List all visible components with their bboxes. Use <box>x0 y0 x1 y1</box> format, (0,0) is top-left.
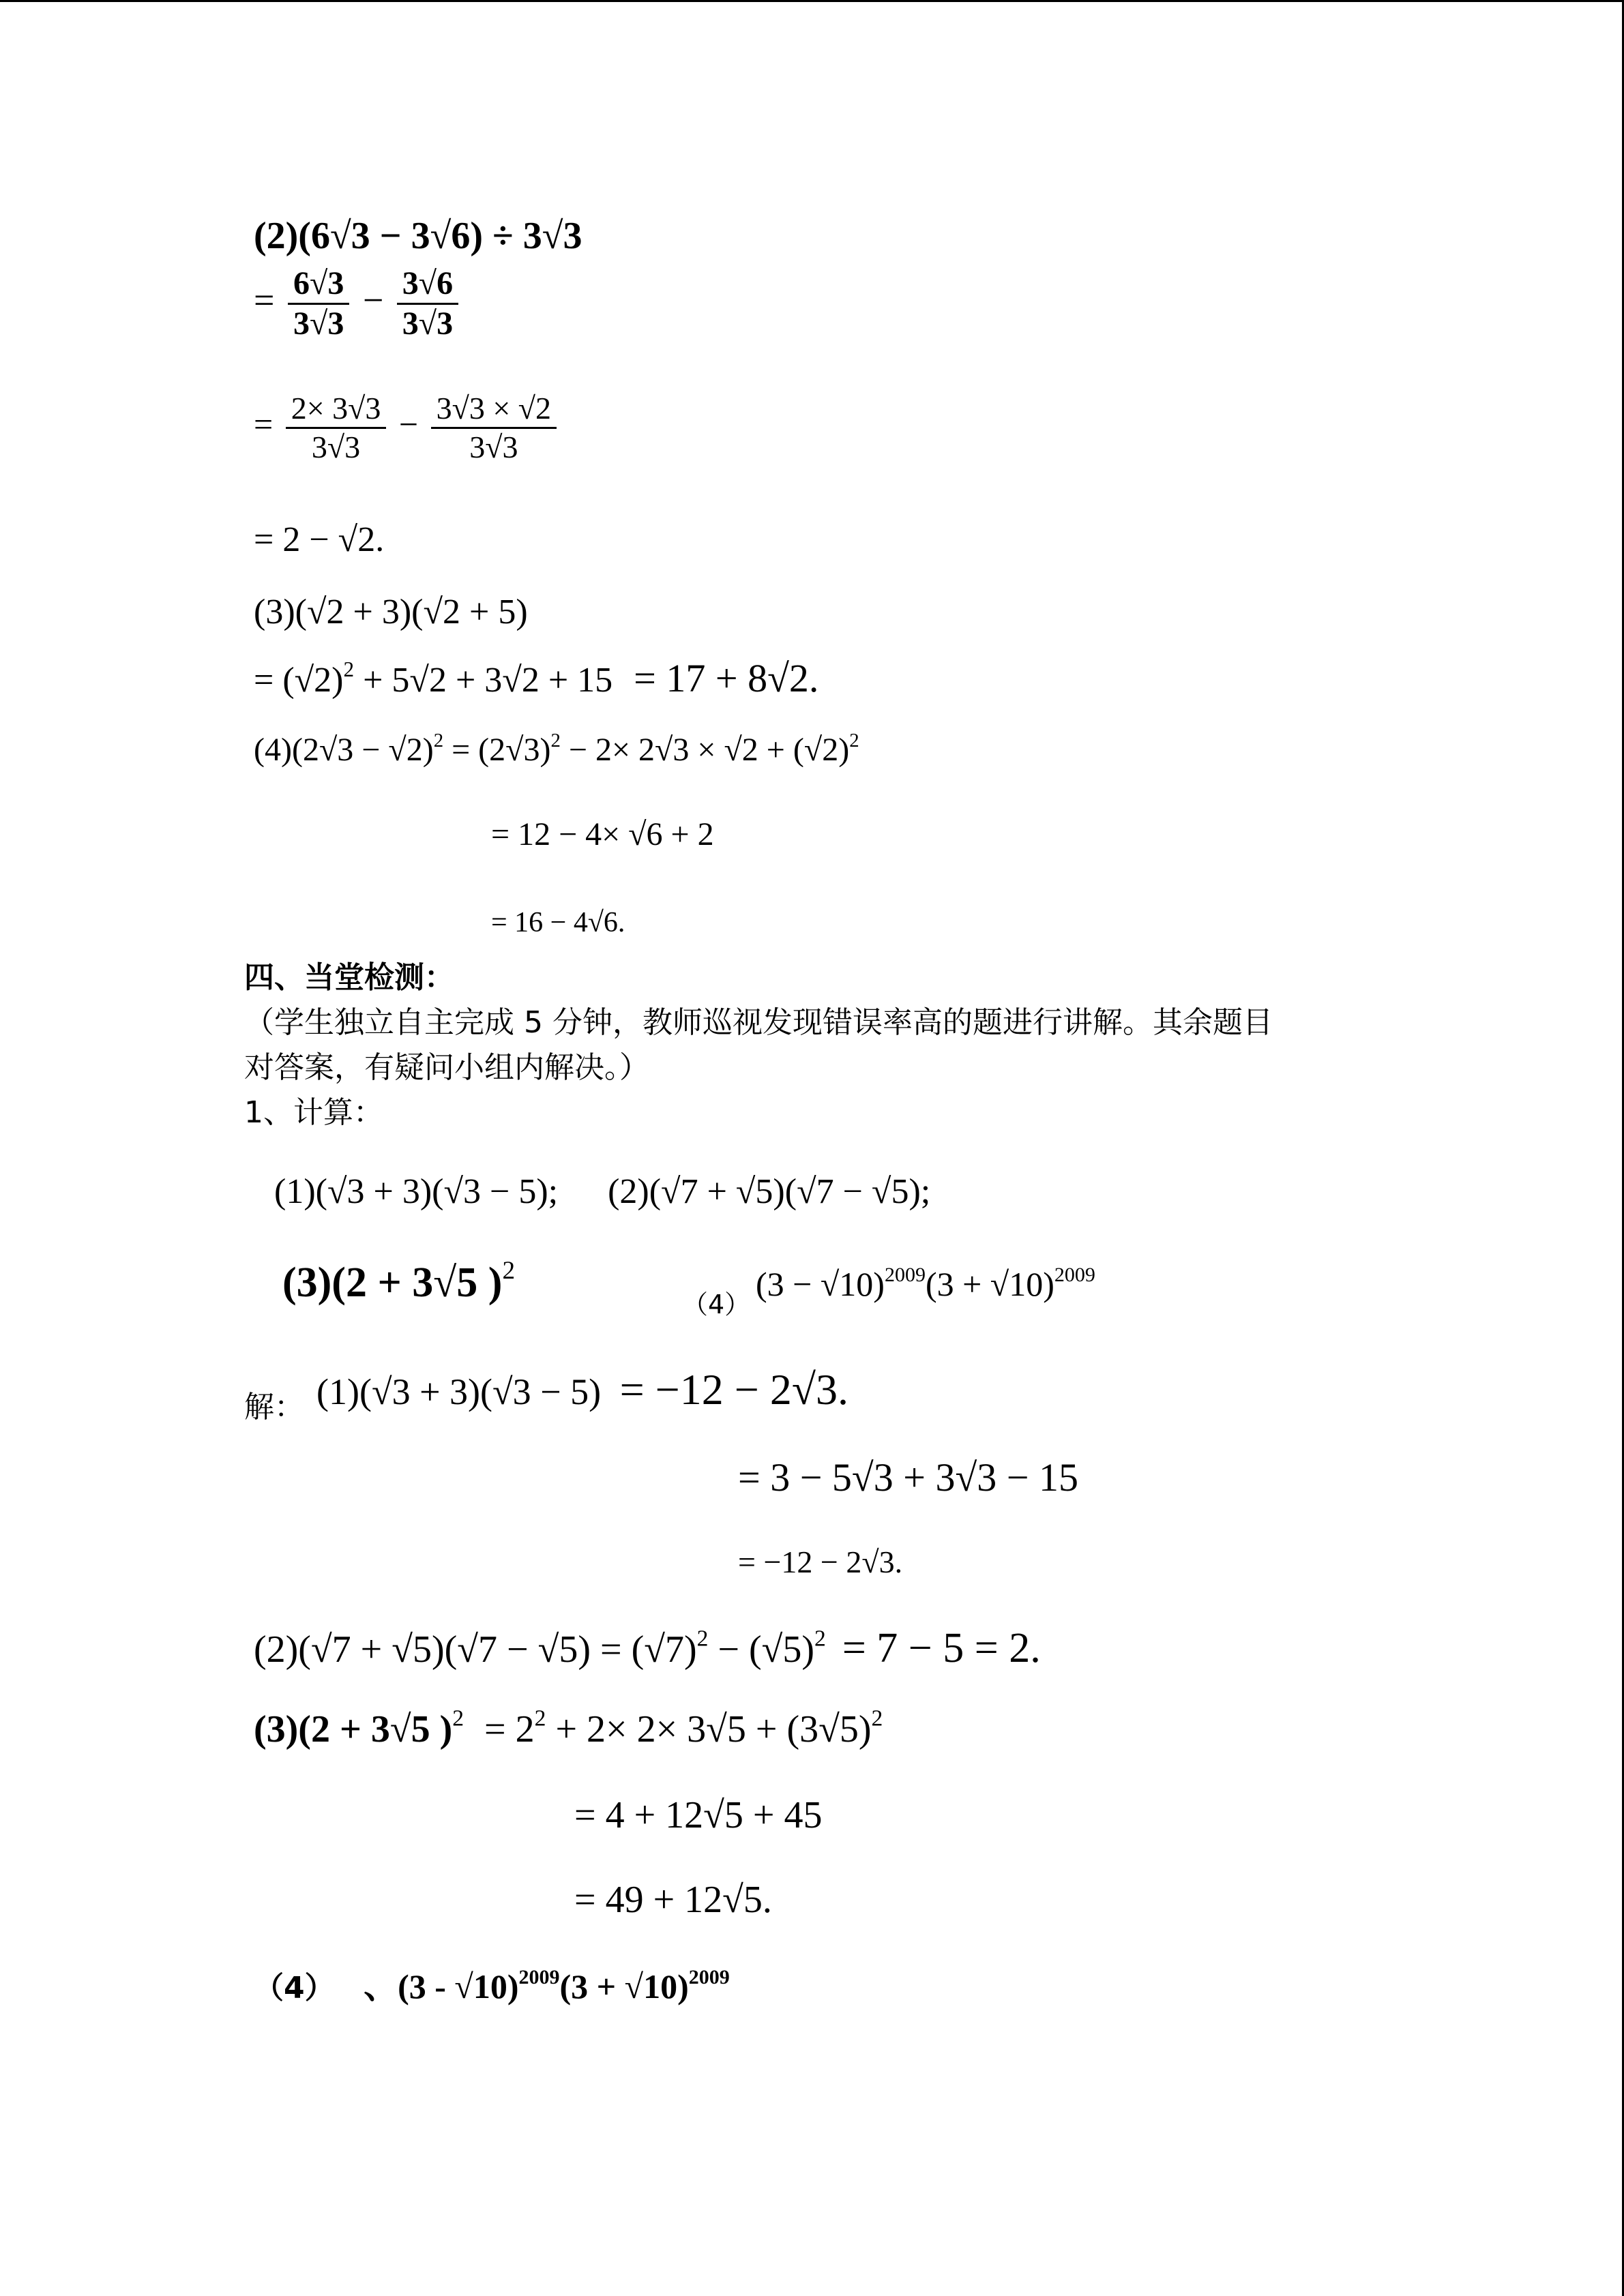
answers-a1-step2 <box>738 1547 902 1578</box>
item2-step2-frac1-num: 2× 3√3 <box>286 393 387 429</box>
item3-step1-a: = (√2) <box>254 661 344 700</box>
item4-step3-text: = 16 − 4√6. <box>491 907 625 938</box>
item2-problem <box>254 217 582 255</box>
section4-p4 <box>756 1264 1095 1303</box>
answers-a3-step2-text: = 4 + 12√5 + 45 <box>574 1794 823 1836</box>
item2-step1-minus: − <box>362 279 384 320</box>
section4-instruction-line1-text: （学生独立自主完成 5 分钟，教师巡视发现错误率高的题进行讲解。其余题目 <box>244 1005 1273 1040</box>
item2-step2-frac2-num: 3√3 × √2 <box>431 393 557 429</box>
section4-p3 <box>282 1256 516 1306</box>
answers-a3-problem: (3)(2 + 3√5 ) <box>254 1708 453 1750</box>
item4-step1-exp1: 2 <box>550 729 561 751</box>
item4-step1-exp2: 2 <box>849 729 859 751</box>
item4-problem-exp: 2 <box>433 729 444 751</box>
answers-a2-exp1: 2 <box>696 1626 709 1652</box>
answers-a4-b: (3 + √10) <box>559 1967 689 2006</box>
section4-p4-label <box>682 1289 751 1320</box>
section4-title-text: 四、当堂检测： <box>244 960 454 995</box>
item2-step2 <box>254 393 561 463</box>
section4-task-label <box>244 1095 383 1130</box>
answers-a3-step2 <box>574 1796 822 1834</box>
answers-a2-result: = 7 − 5 = 2. <box>842 1625 1041 1671</box>
answers-label-text: 解： <box>244 1390 304 1425</box>
answers-a3-a: = 2 <box>484 1708 535 1750</box>
answers-a2-b: − (√5) <box>708 1628 815 1671</box>
answers-a2-a: (2)(√7 + √5)(√7 − √5) = (√7) <box>254 1628 697 1671</box>
item2-result-text: = 2 − √2. <box>254 520 385 559</box>
answers-a1-step2-text: = −12 − 2√3. <box>738 1545 903 1579</box>
answers-a3 <box>254 1705 883 1750</box>
answers-a1-step1 <box>738 1455 1079 1500</box>
section4-instruction-line2-text: 对答案，有疑问小组内解决。） <box>244 1050 649 1085</box>
answers-label <box>244 1390 304 1425</box>
item2-problem-text: (2)(6√3 − 3√6) ÷ 3√3 <box>254 215 582 257</box>
item2-step2-minus: − <box>398 404 419 443</box>
answers-a2 <box>254 1627 1041 1669</box>
answers-a1-step1-text: = 3 − 5√3 + 3√3 − 15 <box>738 1455 1079 1500</box>
item2-step1-frac1-num: 6√3 <box>288 267 349 305</box>
item3-step1 <box>254 656 819 700</box>
item2-step1-frac1-den: 3√3 <box>293 305 344 342</box>
section4-p4-exp2: 2009 <box>1054 1264 1095 1286</box>
item4-step2 <box>491 818 714 851</box>
item2-step2-frac1 <box>286 393 387 463</box>
item3-problem-text: (3)(√2 + 3)(√2 + 5) <box>254 593 528 631</box>
answers-a4-a: 、(3 - √10) <box>364 1967 519 2006</box>
answers-a4-exp1: 2009 <box>518 1966 560 1988</box>
item2-step1-frac2-den: 3√3 <box>402 305 454 342</box>
answers-a3-exp1: 2 <box>534 1705 546 1731</box>
section4-p3-text: (3)(2 + 3√5 ) <box>282 1259 503 1306</box>
item3-step1-rest: + 5√2 + 3√2 + 15 <box>354 661 613 700</box>
item2-step2-frac1-den: 3√3 <box>311 430 361 464</box>
answers-a1-problem: (1)(√3 + 3)(√3 − 5) <box>316 1371 602 1412</box>
answers-a3-b: + 2× 2× 3√5 + (3√5) <box>546 1708 872 1750</box>
item2-step1-frac1 <box>288 267 349 340</box>
item2-step1-frac2-num: 3√6 <box>397 267 458 305</box>
section4-p1: (1)(√3 + 3)(√3 − 5); <box>274 1172 559 1211</box>
answers-a3-step3-text: = 49 + 12√5. <box>574 1879 772 1921</box>
item2-step2-frac2 <box>431 393 557 463</box>
section4-p4-a: (3 − √10) <box>756 1265 885 1303</box>
answers-a2-exp2: 2 <box>814 1626 826 1652</box>
item3-problem <box>254 595 528 630</box>
item2-result <box>254 522 384 558</box>
item3-step1-exp: 2 <box>343 657 355 682</box>
answers-a3-exp2: 2 <box>871 1705 883 1731</box>
answers-a1-result: = −12 − 2√3. <box>619 1365 848 1414</box>
item4-step1 <box>254 729 859 768</box>
section4-p1-p2 <box>274 1174 930 1210</box>
answers-a4 <box>254 1966 730 2006</box>
item4-step1-b: − 2× 2√3 × √2 + (√2) <box>560 732 850 768</box>
section4-instruction-line1 <box>244 1005 1273 1040</box>
section4-title <box>244 960 454 995</box>
item4-step1-a: = (2√3) <box>443 732 551 768</box>
answers-a4-exp2: 2009 <box>688 1966 730 1988</box>
top-border <box>0 0 1624 2</box>
section4-p2: (2)(√7 + √5)(√7 − √5); <box>608 1172 931 1211</box>
item2-step1-eq: = <box>254 279 275 320</box>
section4-instruction-line2 <box>244 1050 649 1085</box>
item2-step1-frac2 <box>397 267 458 340</box>
section4-p4-b: (3 + √10) <box>925 1265 1054 1303</box>
section4-p4-exp1: 2009 <box>884 1264 926 1286</box>
answers-a3-pexp: 2 <box>452 1705 464 1731</box>
item2-step2-eq: = <box>254 404 274 443</box>
section4-p3-exp: 2 <box>502 1256 516 1285</box>
answers-a4-label: （4） <box>254 1971 335 2006</box>
item4-step3 <box>491 908 625 937</box>
item2-step2-frac2-den: 3√3 <box>469 430 518 464</box>
section4-task-label-text: 1、计算： <box>244 1095 383 1130</box>
item4-problem-a: (4)(2√3 − √2) <box>254 732 434 768</box>
item3-result: = 17 + 8√2. <box>634 656 819 700</box>
item2-step1 <box>254 267 462 340</box>
answers-a1 <box>316 1365 848 1414</box>
item4-step2-text: = 12 − 4× √6 + 2 <box>491 816 714 852</box>
section4-p4-label-text: （4） <box>682 1289 751 1320</box>
answers-a3-step3 <box>574 1881 772 1919</box>
